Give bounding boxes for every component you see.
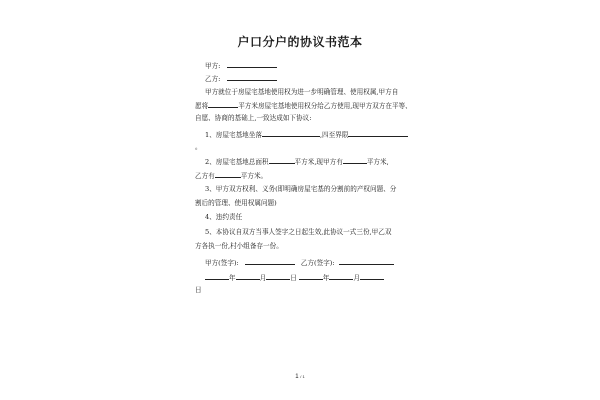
- party-a-label: 甲方:: [205, 62, 221, 70]
- month-b-blank: [329, 273, 353, 280]
- clause-2-line-2-end: 平方米。: [240, 172, 268, 180]
- party-a-line: [205, 61, 277, 71]
- clause-1-mid: ,四至界限: [319, 131, 349, 139]
- intro-line-1: 甲方就位于房屋宅基地使用权为进一步明确管理、使用权属,甲方自: [205, 88, 399, 96]
- clause-5-line-2: 方各执一份,村小组备存一份。: [195, 242, 283, 250]
- clause-4-line: 4、违约责任: [205, 213, 243, 221]
- month-a-blank: [236, 273, 260, 280]
- clause-3-line-2: 割后的管理、使用权属问题): [195, 199, 277, 207]
- date-line: [205, 273, 384, 283]
- party-a-area-blank: [343, 157, 367, 164]
- party-a-blank: [227, 61, 277, 68]
- clause-1-line: [205, 130, 408, 140]
- clause-2-line-1: [205, 157, 389, 167]
- year-a-blank: [205, 273, 229, 280]
- party-b-line: [205, 74, 277, 84]
- day-a-blank: [266, 273, 290, 280]
- intro-line-2-start: 愿将: [195, 102, 209, 110]
- year-b-blank: [299, 273, 323, 280]
- party-a-sign-label: 甲方(签字):: [205, 259, 239, 267]
- page-current: 1: [295, 374, 299, 380]
- clause-2-line-2-start: 乙方有: [195, 172, 215, 180]
- clause-2-mid-1: 平方米,现甲方有: [294, 158, 343, 166]
- party-b-sign-label: 乙方(签字):: [300, 259, 335, 267]
- signature-line: [205, 258, 394, 268]
- page-total: / 1: [300, 374, 305, 379]
- boundary-blank: [348, 130, 408, 137]
- clause-5-line-1: 5、本协议自双方当事人签字之日起生效,此协议一式三份,甲乙双: [205, 228, 392, 236]
- clause-2-start: 2、房屋宅基地总面积: [205, 158, 269, 166]
- year-a-label: 年: [229, 274, 236, 282]
- clause-2-line-2: [195, 171, 267, 181]
- location-blank: [262, 130, 320, 137]
- clause-1-start: 1、房屋宅基地坐落: [205, 131, 262, 139]
- total-area-blank: [269, 157, 295, 164]
- intro-line-2: [195, 101, 412, 111]
- party-b-area-blank: [215, 171, 241, 178]
- party-a-sign-blank: [245, 258, 295, 265]
- clause-2-mid-2: 平方米,: [366, 158, 389, 166]
- party-b-sign-blank: [339, 258, 394, 265]
- year-b-label: 年: [322, 274, 330, 282]
- party-b-label: 乙方:: [205, 75, 221, 83]
- intro-line-2-end: 平方米房屋宅基地使用权分给乙方使用,现甲方双方在平等、: [238, 102, 412, 110]
- page-number: [0, 374, 600, 380]
- document-title: 户口分户的协议书范本: [237, 35, 363, 49]
- party-b-blank: [227, 74, 277, 81]
- month-b-label: 月: [353, 274, 360, 282]
- clause-1-end: 。: [195, 143, 202, 151]
- intro-line-3: 自愿、协商的基础上,一致达成如下协议:: [195, 114, 312, 122]
- date-day-wrap: 日: [195, 286, 202, 294]
- clause-3-line-1: 3、甲方双方权利、义务(即明确房屋宅基的分割前的产权问题、分: [205, 185, 397, 193]
- month-a-label: 月: [259, 274, 267, 282]
- day-b-blank: [360, 273, 384, 280]
- area-blank: [208, 101, 238, 108]
- day-a-label: 日: [290, 274, 297, 282]
